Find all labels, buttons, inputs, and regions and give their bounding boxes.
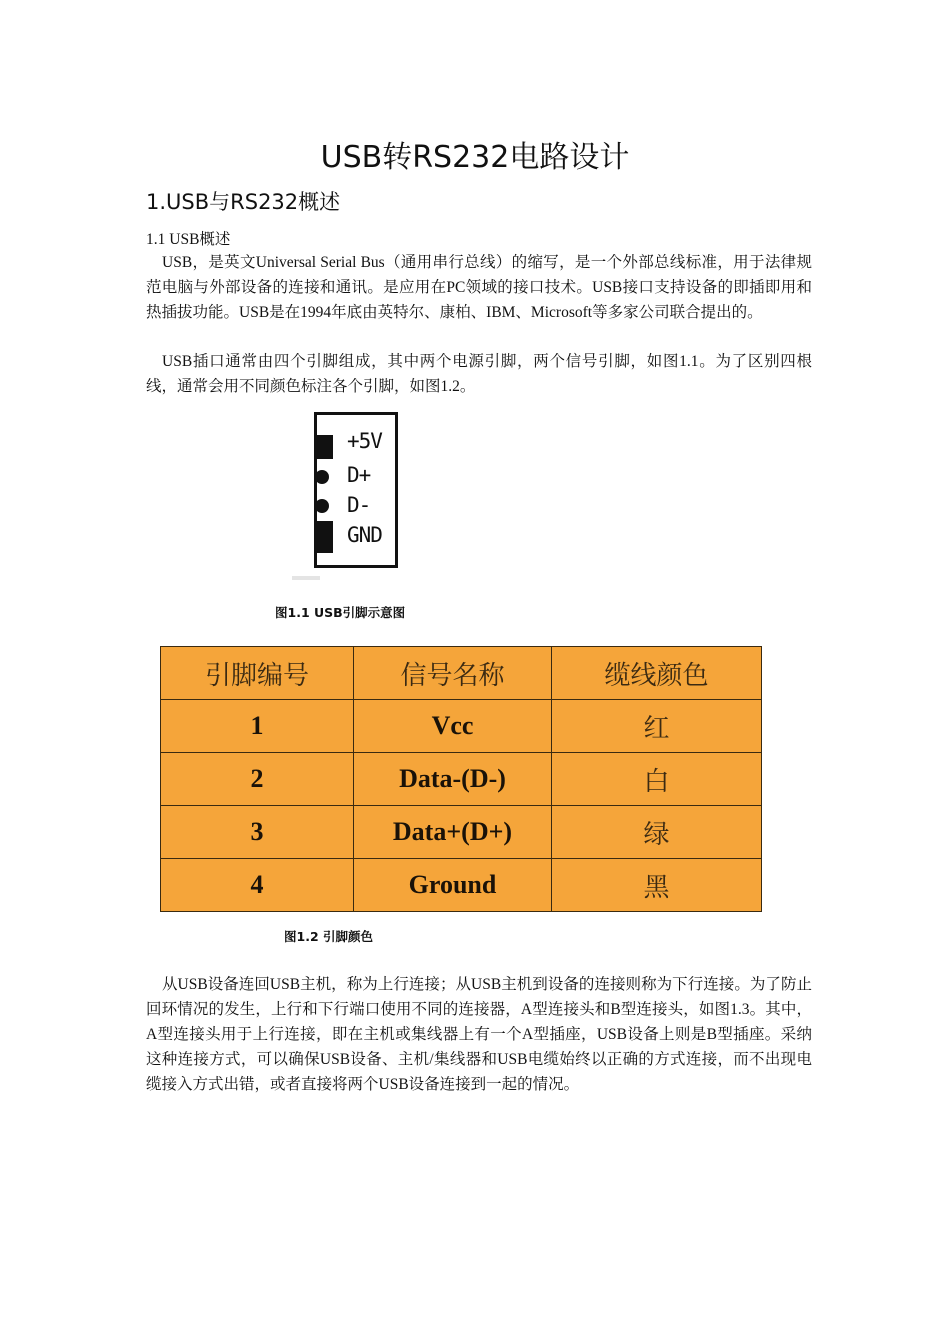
- figure-caption: 图1.1 USB引脚示意图: [275, 605, 406, 620]
- table-row: [161, 700, 762, 753]
- subsection-heading: 1.1 USB概述: [146, 231, 231, 248]
- table-cell: 4: [161, 859, 354, 912]
- usb-pin-diagram: [292, 404, 422, 588]
- table-row: [161, 859, 762, 912]
- pin-marker-dminus: [315, 499, 329, 513]
- image-artifact: [292, 576, 320, 580]
- table-cell: 红: [552, 700, 762, 753]
- pin-marker-vcc: [317, 435, 333, 459]
- pin-label: D-: [347, 493, 371, 517]
- table-header: 信号名称: [354, 647, 552, 700]
- paragraph-usb-intro: USB，是英文Universal Serial Bus（通用串行总线）的缩写，是一个外部总线标准，用于法律规范电脑与外部设备的连接和通讯。是应用在PC领域的接口技术。USB接口支持设备的即插即用和热插拔功能。USB是在1994年底由英特尔、康柏、IBM、Microsoft等多家公司联合提出的。: [146, 254, 812, 321]
- pin-connector-box: [314, 412, 398, 568]
- table-cell: 绿: [552, 806, 762, 859]
- pin-marker-dplus: [315, 470, 329, 484]
- section-heading: 1.USB与RS232概述: [146, 190, 341, 214]
- pin-marker-gnd: [317, 521, 333, 553]
- table-row: [161, 806, 762, 859]
- table-cell: 3: [161, 806, 354, 859]
- table-cell: Data-(D-): [354, 753, 552, 806]
- table-cell: 黑: [552, 859, 762, 912]
- table-cell: 2: [161, 753, 354, 806]
- table-cell: 白: [552, 753, 762, 806]
- pin-label: D+: [347, 463, 371, 487]
- table-cell: 1: [161, 700, 354, 753]
- table-cell: Ground: [354, 859, 552, 912]
- pin-color-table: [160, 646, 762, 912]
- table-cell: Vcc: [354, 700, 552, 753]
- paragraph-usb-pins: USB插口通常由四个引脚组成，其中两个电源引脚，两个信号引脚，如图1.1。为了区别四根线，通常会用不同颜色标注各个引脚，如图1.2。: [146, 353, 812, 395]
- document-title: USB转RS232电路设计: [320, 140, 630, 175]
- table-row: [161, 753, 762, 806]
- table-cell: Data+(D+): [354, 806, 552, 859]
- table-header: 引脚编号: [161, 647, 354, 700]
- pin-label: GND: [347, 523, 382, 547]
- paragraph-usb-connection: 从USB设备连回USB主机，称为上行连接；从USB主机到设备的连接则称为下行连接。为了防止回环情况的发生，上行和下行端口使用不同的连接器，A型连接头和B型连接头，如图1.3。其中，A型连接头用于上行连接，即在主机或集线器上有一个A型插座，USB设备上则是B型插座。采纳这种连接方式，可以确保USB设备、主机/集线器和USB电缆始终以正确的方式连接，而不出现电缆接入方式出错，或者直接将两个USB设备连接到一起的情况。: [146, 976, 812, 1093]
- table-header-row: [161, 647, 762, 700]
- figure-caption: 图1.2 引脚颜色: [284, 929, 373, 944]
- pin-label: +5V: [347, 429, 382, 453]
- table-header: 缆线颜色: [552, 647, 762, 700]
